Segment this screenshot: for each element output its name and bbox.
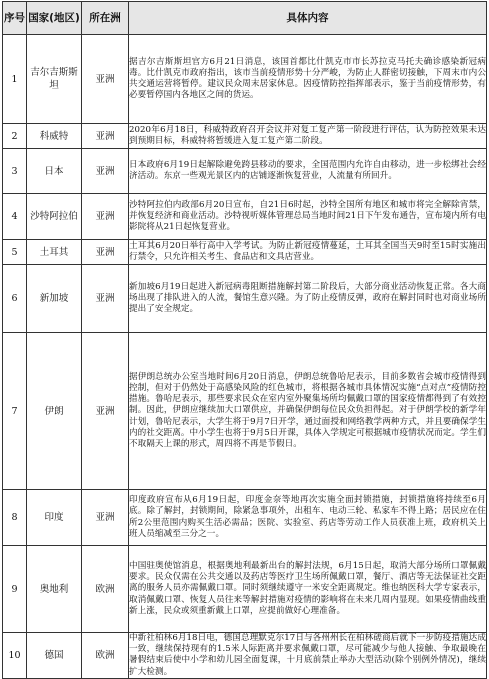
table-row xyxy=(3,194,487,240)
row-country: 土耳其 xyxy=(27,240,82,265)
row-detail: 2020年6月18日，科威特政府召开会议并对复工复产第一阶段进行评估，认为防控效果未达到预期目标，科威特将暂缓进入复工复产第二阶段。 xyxy=(129,124,487,149)
table-row xyxy=(3,35,487,124)
row-detail: 中国驻奥使馆消息，根据奥地利最新出台的解封法规，6月15日起，取消大部分场所口罩佩戴要求。民众仅需在公共交通以及药店等医疗卫生场所佩戴口罩，餐厅、酒店等无法保证社交距离的服务人员亦需佩戴口罩。同时须继续遵守一米安全距离规定。维也纳医科大学专家表示，取消佩戴口罩、恢复人员往来等解封措施对疫情的影响将在未来几周内显现。如果疫情曲线重新上涨，民众或须重新戴上口罩，应提前做好心理准备。 xyxy=(129,546,487,633)
row-country: 科威特 xyxy=(27,124,82,149)
table-row xyxy=(3,633,487,679)
row-detail: 据吉尔吉斯斯坦官方6月21日消息，该国首都比什凯克市市长苏拉克马托夫确诊感染新冠病毒。比什凯克市政府指出，该市当前疫情形势十分严峻，为防止人群密切接触，下周末市内公共交通运营将暂停。建议民众周末居家休息。因疫情防控指挥部表示，鉴于当前疫情形势，有必要暂停国内各地区之间的货运。 xyxy=(129,35,487,124)
row-number: 7 xyxy=(3,333,27,490)
row-country: 奥地利 xyxy=(27,546,82,633)
row-country: 德国 xyxy=(27,633,82,679)
row-continent: 亚洲 xyxy=(82,149,129,194)
row-continent: 欧洲 xyxy=(82,633,129,679)
table-row xyxy=(3,265,487,333)
row-number: 3 xyxy=(3,149,27,194)
table-row xyxy=(3,240,487,265)
row-country: 新加坡 xyxy=(27,265,82,333)
table-row xyxy=(3,149,487,194)
row-number: 2 xyxy=(3,124,27,149)
row-continent: 亚洲 xyxy=(82,194,129,240)
row-number: 4 xyxy=(3,194,27,240)
row-detail: 印度政府宣布从6月19日起，印度金奈等地再次实施全面封锁措施，封锁措施将持续至6月底。除了解封，封锁期间，除紧急事项外，出租车、电动三轮、私家车不得上路；居民应在住所2公里范围内购买生活必需品；医院、实验室、药店等劳动工作人员获准上班，政府机关上班人员缩减至三分之一。 xyxy=(129,490,487,546)
table-row xyxy=(3,124,487,149)
row-country: 印度 xyxy=(27,490,82,546)
row-continent: 亚洲 xyxy=(82,240,129,265)
table-row xyxy=(3,546,487,633)
row-country: 吉尔吉斯斯坦 xyxy=(27,35,82,124)
row-country: 日本 xyxy=(27,149,82,194)
row-number: 9 xyxy=(3,546,27,633)
row-number: 8 xyxy=(3,490,27,546)
row-continent: 亚洲 xyxy=(82,265,129,333)
row-number: 1 xyxy=(3,35,27,124)
table-row xyxy=(3,333,487,490)
row-number: 10 xyxy=(3,633,27,679)
row-detail: 日本政府6月19日起解除避免跨县移动的要求，全国范围内允许自由移动，进一步松绑社会经济活动。东京一些观光景区内的店铺逐渐恢复营业，人流量有所回升。 xyxy=(129,149,487,194)
row-country: 伊朗 xyxy=(27,333,82,490)
row-number: 5 xyxy=(3,240,27,265)
row-continent: 亚洲 xyxy=(82,490,129,546)
row-continent: 欧洲 xyxy=(82,546,129,633)
row-detail: 新加坡6月19日起进入新冠病毒阻断措施解封第二阶段后，大部分商业活动恢复正常。各大商场出现了排队进入的人流，餐馆生意兴隆。为了防止疫情反弹，政府在解封同时也对商业场所提出了安全规定。 xyxy=(129,265,487,333)
row-continent: 亚洲 xyxy=(82,35,129,124)
header-no: 序号 xyxy=(3,2,27,35)
row-continent: 亚洲 xyxy=(82,124,129,149)
header-continent: 所在洲 xyxy=(82,2,129,35)
row-continent: 亚洲 xyxy=(82,333,129,490)
row-country: 沙特阿拉伯 xyxy=(27,194,82,240)
row-detail: 土耳其6月20日举行高中入学考试。为防止新冠疫情蔓延，土耳其全国当天9时至15时实施出行禁令，只允许相关考生、食品店和文具店营业。 xyxy=(129,240,487,265)
row-detail: 中新社柏林6月18日电，德国总理默克尔17日与各州州长在柏林磋商后就下一步防疫措施达成一致，继续保持现有的1.5米人际距离并要求佩戴口罩，尽可能减少与他人接触、争取最晚在暑假结束后使中小学和幼儿园全面复课，十月底前禁止举办大型活动(除个别例外情况)，继续扩大检测。 xyxy=(129,633,486,677)
policy-table xyxy=(2,1,487,679)
row-detail: 沙特阿拉伯内政部6月20日宣布，自21日6时起，沙特全国所有地区和城市将完全解除宵禁，并恢复经济和商业活动。沙特视听媒体管理总局当地时间21日下午发布通告，宣布境内所有电影院将从21日起恢复营业。 xyxy=(129,194,487,240)
row-detail: 据伊朗总统办公室当地时间6月20日消息，伊朗总统鲁哈尼表示，目前多数省会城市疫情得到控制，但对于仍然处于高感染风险的红色城市，将根据各城市具体情况实施“点对点”疫情防控措施。鲁哈尼表示，那些要求民众在室内室外聚集场所均佩戴口罩的国家疫情都得到了有效控制。因此，伊朗应继续加大口罩供应，并确保伊朗每位民众负担得起。对于伊朗学校的新学年计划，鲁哈尼表示，大学生将于9月7日开学，通过面授和网络教学两种方式，并且要确保学生内的社交距离。中小学生也将于9月5日开课，具体入学规定可根据城市疫情状况而定。学生们不取隔天上课的形式，周四将不再是节假日。 xyxy=(129,333,487,490)
table-header-row xyxy=(3,2,487,35)
row-number: 6 xyxy=(3,265,27,333)
header-country: 国家(地区) xyxy=(27,2,82,35)
table-row xyxy=(3,490,487,546)
header-detail: 具体内容 xyxy=(129,2,487,35)
